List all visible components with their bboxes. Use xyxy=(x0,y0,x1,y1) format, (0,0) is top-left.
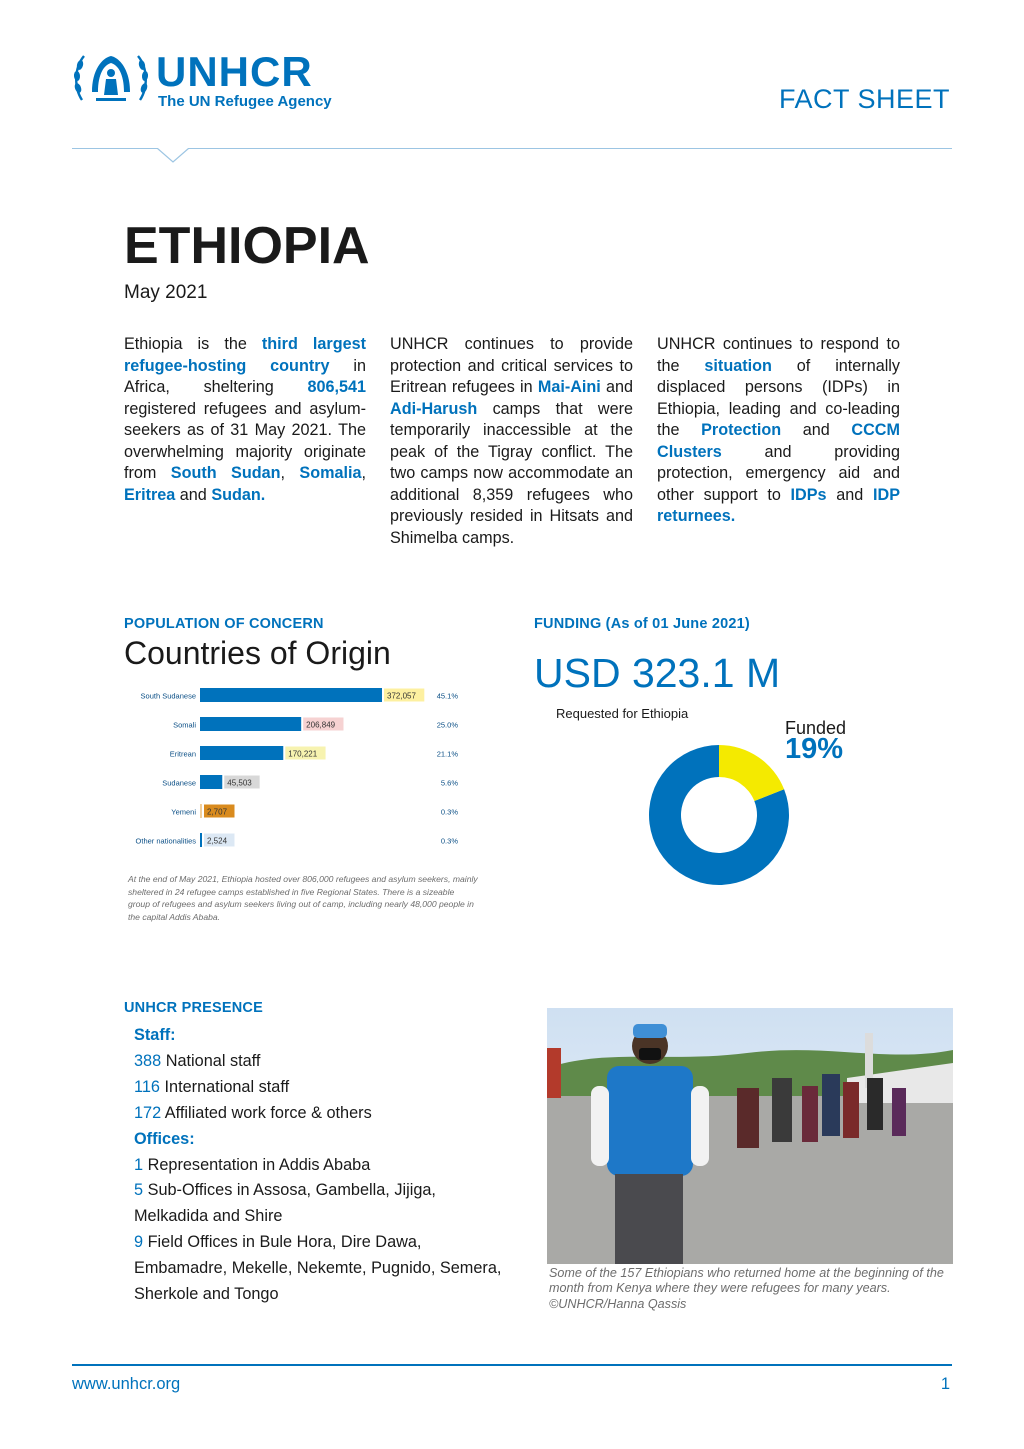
body-text: and xyxy=(600,378,633,396)
funding-requested-label: Requested for Ethiopia xyxy=(556,706,689,721)
office-item xyxy=(134,1153,514,1179)
chart-percent-label: 45.1% xyxy=(436,691,458,701)
chart-percent-label: 21.1% xyxy=(436,749,458,759)
header-divider xyxy=(72,148,952,149)
office-label: Sub-Offices in Assosa, Gambella, Jijiga, Melkadida and Shire xyxy=(134,1181,436,1226)
chart-bar xyxy=(200,717,301,731)
chart-value-label: 206,849 xyxy=(306,720,336,730)
intro-column-3 xyxy=(657,334,900,528)
inline-link[interactable]: Protection xyxy=(701,421,782,439)
body-text: in Africa, sheltering xyxy=(124,356,366,396)
donut-funded-segment xyxy=(719,745,784,801)
chart-category-label: Yemeni xyxy=(171,807,196,817)
unhcr-logo xyxy=(72,48,352,114)
staff-count: 116 xyxy=(134,1077,160,1096)
inline-link[interactable]: CCCM Clusters xyxy=(657,421,900,461)
unhcr-emblem-icon xyxy=(72,48,150,110)
page-number: 1 xyxy=(940,1375,950,1393)
staff-label: National staff xyxy=(161,1051,261,1070)
staff-label: International staff xyxy=(159,1077,290,1096)
office-count: 9 xyxy=(134,1233,144,1252)
chart-value-label: 170,221 xyxy=(288,749,318,759)
chart-bar xyxy=(200,746,283,760)
chart-bar xyxy=(200,833,202,847)
body-text: and xyxy=(781,421,852,439)
footer-website-link[interactable]: www.unhcr.org xyxy=(72,1375,181,1393)
logo-wordmark: UNHCR xyxy=(156,48,313,95)
body-text: camps that were temporarily inaccessible at the peak of the Tigray conflict. The two camps now accommodate an additional 8,359 refugees who previously resided in Hitsats and Shimelba camps. xyxy=(390,399,633,547)
page-title: ETHIOPIA xyxy=(124,217,370,275)
countries-of-origin-chart xyxy=(110,680,470,860)
report-date: May 2021 xyxy=(124,282,208,303)
funding-amount: USD 323.1 M xyxy=(534,650,781,696)
body-text: registered refugees and asylum-seekers as of 31 May 2021. The overwhelming majority originate from xyxy=(124,399,366,482)
body-text: and providing protection, emergency aid and other support to xyxy=(657,442,900,504)
body-text: , xyxy=(361,464,366,482)
body-text: , xyxy=(280,464,300,482)
inline-link[interactable]: situation xyxy=(704,356,772,375)
body-text: and xyxy=(826,485,873,504)
intro-column-2 xyxy=(390,334,633,549)
presence-section-label: UNHCR PRESENCE xyxy=(124,1000,263,1016)
funding-donut-chart xyxy=(644,740,794,890)
staff-label: Affiliated work force & others xyxy=(161,1103,372,1122)
office-label: Field Offices in Bule Hora, Dire Dawa, Embamadre, Mekelle, Nekemte, Pugnido, Semera, Sherkole and Tongo xyxy=(134,1233,502,1304)
inline-link[interactable]: Sudan. xyxy=(211,485,266,504)
presence-list xyxy=(134,1023,514,1308)
inline-link[interactable]: IDPs xyxy=(790,485,827,504)
staff-count: 172 xyxy=(134,1103,162,1122)
funding-section-label: FUNDING (As of 01 June 2021) xyxy=(534,616,750,632)
inline-link[interactable]: IDP returnees. xyxy=(657,485,900,525)
chart-bar xyxy=(200,775,222,789)
funded-label: Funded xyxy=(785,718,847,738)
office-label: Representation in Addis Ababa xyxy=(143,1155,371,1174)
chart-value-label: 372,057 xyxy=(387,691,416,701)
inline-link[interactable]: Mai-Aini xyxy=(537,378,601,396)
office-count: 1 xyxy=(134,1155,144,1174)
population-section-label: POPULATION OF CONCERN xyxy=(124,616,324,632)
chart-category-label: Other nationalities xyxy=(135,836,196,846)
chart-category-label: Somali xyxy=(173,720,196,730)
office-item xyxy=(134,1178,514,1230)
staff-item xyxy=(134,1075,514,1101)
chart-bar xyxy=(200,804,202,818)
logo-tagline: The UN Refugee Agency xyxy=(158,93,332,110)
body-text: and xyxy=(175,485,212,504)
body-text: UNHCR continues to provide protection and critical services to Eritrean refugees in xyxy=(390,335,633,396)
chart-category-label: South Sudanese xyxy=(140,691,196,701)
document-type-label: FACT SHEET xyxy=(778,84,950,114)
body-text: UNHCR continues to respond to the xyxy=(657,335,900,375)
funded-percent: 19% xyxy=(785,733,844,765)
chart-value-label: 45,503 xyxy=(227,778,252,788)
offices-heading: Offices: xyxy=(134,1129,195,1148)
chart-percent-label: 0.3% xyxy=(440,807,458,817)
office-item xyxy=(134,1230,514,1308)
chart-bar xyxy=(200,688,382,702)
staff-heading: Staff: xyxy=(134,1026,176,1044)
inline-link[interactable]: Somalia xyxy=(299,464,362,482)
chart-percent-label: 5.6% xyxy=(440,778,458,788)
chart-title: Countries of Origin xyxy=(124,635,391,671)
staff-item xyxy=(134,1049,514,1075)
chart-percent-label: 25.0% xyxy=(436,720,458,730)
staff-count: 388 xyxy=(134,1051,162,1070)
chevron-down-icon xyxy=(156,148,190,164)
staff-item xyxy=(134,1101,514,1127)
photo-caption: Some of the 157 Ethiopians who returned home at the beginning of the month from Kenya where they were refugees for many years. ©UNHCR/Hanna Qassis xyxy=(549,1266,944,1311)
chart-category-label: Sudanese xyxy=(162,778,196,788)
inline-link[interactable]: third largest refugee-hosting country xyxy=(124,335,367,375)
chart-category-label: Eritrean xyxy=(169,749,196,759)
returnees-photo xyxy=(547,1008,953,1264)
chart-value-label: 2,707 xyxy=(207,807,228,817)
body-text: of internally displaced persons (IDPs) in Ethiopia, leading and co-leading the xyxy=(657,356,900,439)
body-text: Ethiopia is the xyxy=(124,335,262,353)
chart-percent-label: 0.3% xyxy=(440,836,458,846)
inline-link[interactable]: Eritrea xyxy=(124,485,176,504)
population-note: At the end of May 2021, Ethiopia hosted over 806,000 refugees and asylum seekers, mainly sheltered in 24 refugee camps established in five Regional States. There is a sizeable group of refugees and asylum seekers living out of camp, including nearly 48,000 people in the capital Addis Ababa. xyxy=(128,874,478,922)
inline-link[interactable]: Adi-Harush xyxy=(390,399,478,418)
inline-link[interactable]: 806,541 xyxy=(307,378,366,396)
office-count: 5 xyxy=(134,1181,144,1200)
chart-value-label: 2,524 xyxy=(207,836,228,846)
footer-divider xyxy=(72,1364,952,1366)
inline-link[interactable]: South Sudan xyxy=(170,464,281,482)
intro-column-1 xyxy=(124,334,366,506)
